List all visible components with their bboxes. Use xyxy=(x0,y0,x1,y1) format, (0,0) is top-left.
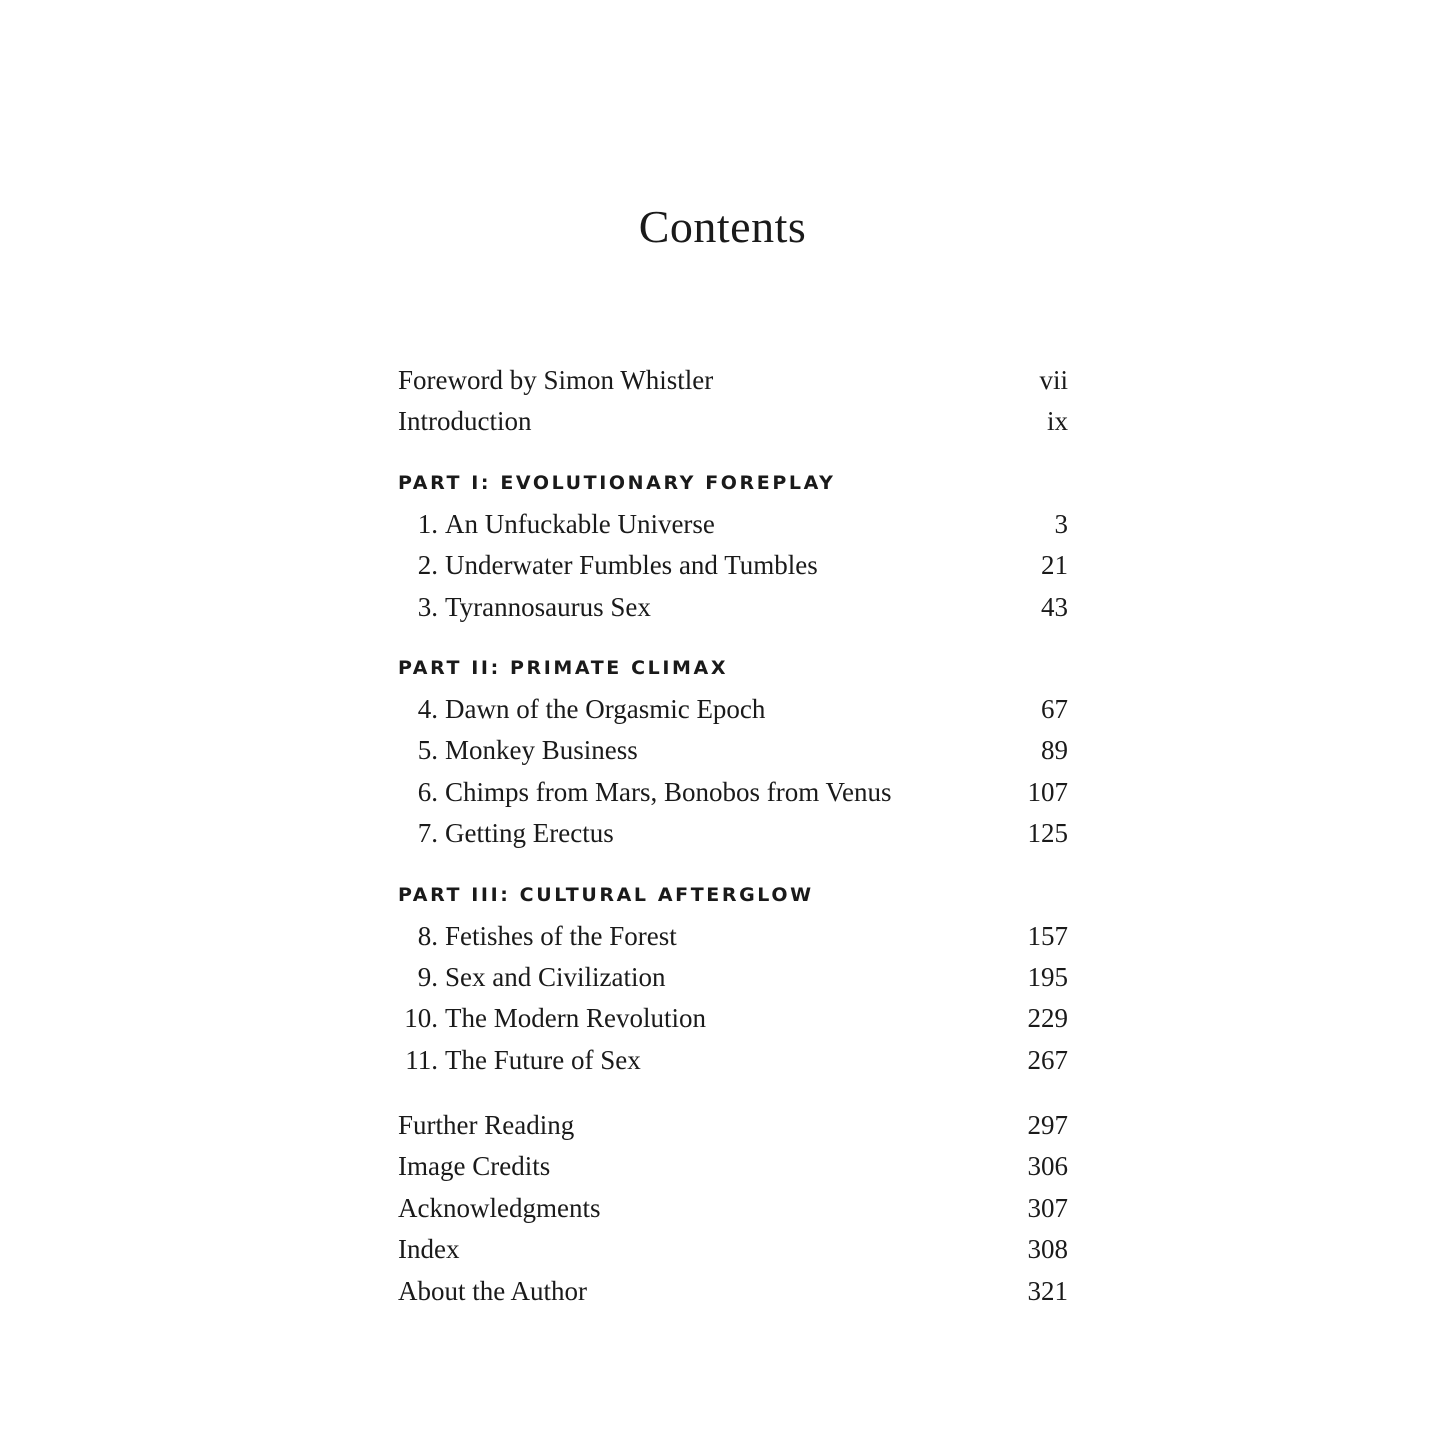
chapter-page: 195 xyxy=(1027,961,1068,992)
toc-entry-foreword[interactable] xyxy=(398,360,1068,401)
chapter-title: An Unfuckable Universe xyxy=(445,508,715,539)
toc-chapter-10[interactable] xyxy=(398,998,1068,1039)
chapter-title: Chimps from Mars, Bonobos from Venus xyxy=(445,776,892,807)
section-spacer xyxy=(398,1081,1068,1105)
chapter-title: Monkey Business xyxy=(445,735,638,766)
toc-entry-label: Introduction xyxy=(398,406,532,437)
part-heading-1: PART I: EVOLUTIONARY FOREPLAY xyxy=(398,471,836,494)
part-heading-3: PART III: CULTURAL AFTERGLOW xyxy=(398,883,814,906)
toc-entry-label: Foreword by Simon Whistler xyxy=(398,365,714,395)
chapter-page: 107 xyxy=(1027,776,1068,807)
chapter-page: 43 xyxy=(1041,591,1068,622)
toc-chapter-8[interactable] xyxy=(398,916,1068,957)
chapter-title: Dawn of the Orgasmic Epoch xyxy=(445,693,766,724)
toc-chapter-9[interactable] xyxy=(398,957,1068,998)
toc-entry-image-credits[interactable] xyxy=(398,1146,1068,1187)
chapter-page: 157 xyxy=(1027,920,1068,951)
chapter-number: 11. xyxy=(405,1044,438,1075)
toc-entry-about-author[interactable] xyxy=(398,1271,1068,1312)
toc-entry-label: About the Author xyxy=(398,1275,587,1306)
chapter-page: 267 xyxy=(1027,1044,1068,1075)
toc-entry-page: ix xyxy=(1046,406,1068,437)
chapter-title: Underwater Fumbles and Tumbles xyxy=(445,550,818,581)
chapter-number: 4. xyxy=(417,693,438,724)
toc-chapter-3[interactable] xyxy=(398,587,1068,628)
toc-entry-label: Index xyxy=(398,1234,460,1265)
toc-entry-page: 306 xyxy=(1027,1151,1068,1182)
chapter-title: Getting Erectus xyxy=(445,818,614,849)
chapter-number: 5. xyxy=(417,735,438,766)
chapter-title: Fetishes of the Forest xyxy=(445,920,677,951)
page-title: Contents xyxy=(638,201,807,252)
toc-chapter-7[interactable] xyxy=(398,813,1068,854)
chapter-title: The Modern Revolution xyxy=(445,1003,706,1034)
toc-entry-page: vii xyxy=(1039,365,1068,395)
chapter-number: 6. xyxy=(417,776,438,807)
toc-chapter-6[interactable] xyxy=(398,772,1068,813)
toc-entry-page: 308 xyxy=(1027,1234,1068,1265)
toc-chapter-2[interactable] xyxy=(398,545,1068,586)
toc-entry-label: Further Reading xyxy=(398,1110,575,1141)
toc-chapter-11[interactable] xyxy=(398,1040,1068,1081)
chapter-title: Sex and Civilization xyxy=(445,961,666,992)
toc-entry-page: 307 xyxy=(1027,1192,1068,1223)
toc-chapter-4[interactable] xyxy=(398,689,1068,730)
chapter-title: Tyrannosaurus Sex xyxy=(445,591,651,622)
chapter-title: The Future of Sex xyxy=(445,1044,641,1075)
table-of-contents xyxy=(398,360,1068,1312)
chapter-number: 9. xyxy=(417,961,438,992)
chapter-number: 3. xyxy=(417,591,438,622)
chapter-page: 21 xyxy=(1041,550,1068,581)
toc-entry-acknowledgments[interactable] xyxy=(398,1188,1068,1229)
chapter-number: 10. xyxy=(404,1003,438,1034)
toc-entry-introduction[interactable] xyxy=(398,401,1068,442)
chapter-page: 229 xyxy=(1027,1003,1068,1034)
chapter-page: 89 xyxy=(1041,735,1068,766)
toc-entry-index[interactable] xyxy=(398,1229,1068,1270)
chapter-number: 7. xyxy=(417,818,438,849)
chapter-number: 2. xyxy=(417,550,438,581)
toc-entry-label: Image Credits xyxy=(398,1151,551,1182)
chapter-page: 125 xyxy=(1027,818,1068,849)
toc-chapter-5[interactable] xyxy=(398,730,1068,771)
toc-entry-label: Acknowledgments xyxy=(398,1192,601,1223)
chapter-number: 8. xyxy=(417,920,438,951)
toc-chapter-1[interactable] xyxy=(398,504,1068,545)
chapter-number: 1. xyxy=(417,508,438,539)
part-heading-2: PART II: PRIMATE CLIMAX xyxy=(398,656,729,679)
toc-entry-page: 297 xyxy=(1027,1110,1068,1141)
toc-entry-page: 321 xyxy=(1027,1275,1068,1306)
chapter-page: 3 xyxy=(1054,508,1068,539)
chapter-page: 67 xyxy=(1041,693,1068,724)
toc-entry-further-reading[interactable] xyxy=(398,1105,1068,1146)
